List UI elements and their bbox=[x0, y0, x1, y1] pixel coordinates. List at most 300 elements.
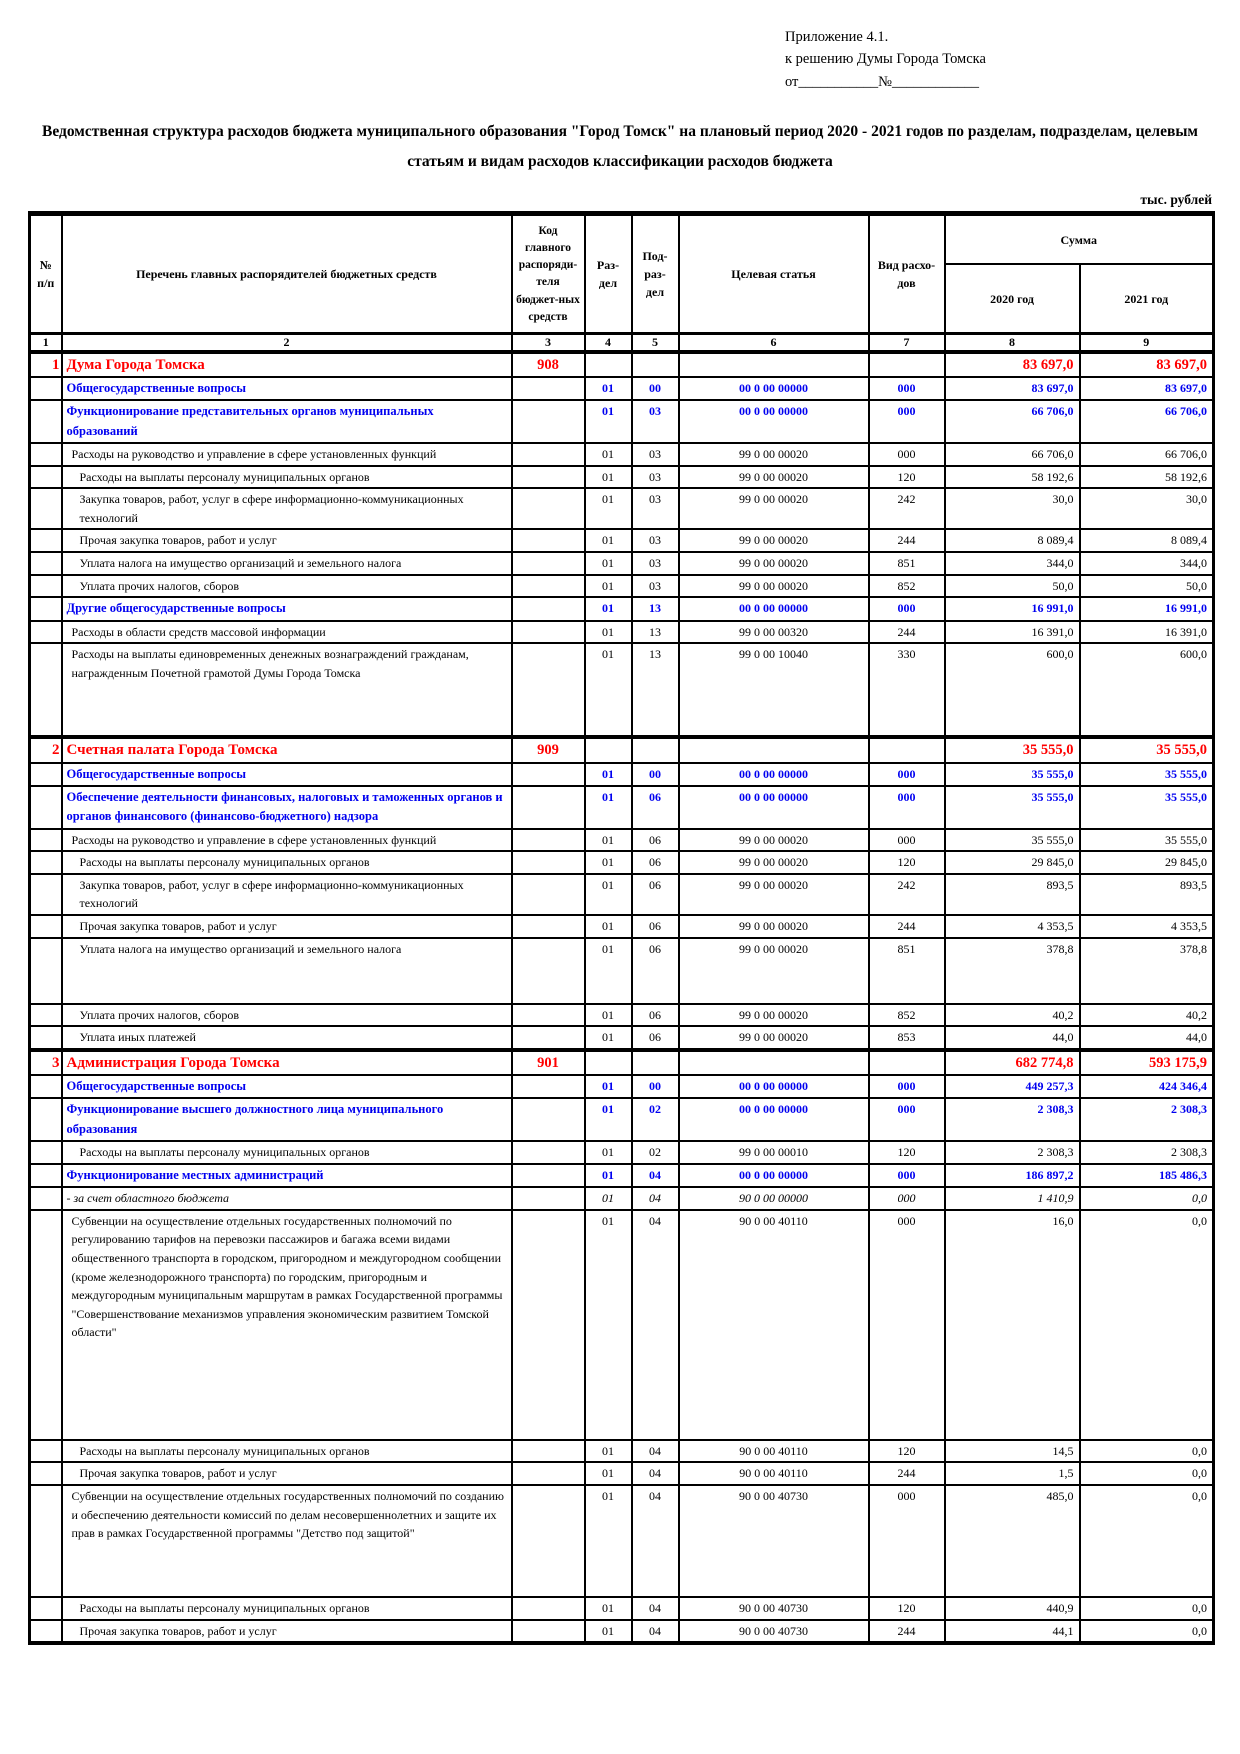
table-row bbox=[30, 786, 1214, 829]
expense-type-cell: 244 bbox=[869, 621, 945, 644]
podrazdel-cell: 03 bbox=[632, 552, 679, 575]
table-row bbox=[30, 1075, 1214, 1098]
expense-name-cell: Прочая закупка товаров, работ и услуг bbox=[62, 915, 512, 938]
expense-type-cell: 242 bbox=[869, 874, 945, 915]
podrazdel-cell: 06 bbox=[632, 1026, 679, 1050]
sum-2020-cell: 449 257,3 bbox=[945, 1075, 1080, 1098]
table-row bbox=[30, 829, 1214, 852]
razdel-cell: 01 bbox=[585, 621, 632, 644]
target-article-cell: 00 0 00 00000 bbox=[679, 1075, 869, 1098]
grbs-code-cell bbox=[512, 1098, 585, 1141]
target-article-cell: 99 0 00 00020 bbox=[679, 552, 869, 575]
row-number-cell: 3 bbox=[30, 1050, 62, 1075]
col-header-name: Перечень главных распорядителей бюджетных средств bbox=[62, 214, 512, 334]
col-header-code: Код главного распоряди-теля бюджет-ных средств bbox=[512, 214, 585, 334]
sum-2020-cell: 83 697,0 bbox=[945, 377, 1080, 400]
sum-2020-cell: 344,0 bbox=[945, 552, 1080, 575]
row-number-cell: 1 bbox=[30, 352, 62, 377]
razdel-cell: 01 bbox=[585, 552, 632, 575]
expense-name-cell: Функционирование местных администраций bbox=[62, 1164, 512, 1187]
table-row bbox=[30, 1050, 1214, 1075]
sum-2020-cell: 44,0 bbox=[945, 1026, 1080, 1050]
podrazdel-cell: 04 bbox=[632, 1597, 679, 1620]
expense-name-cell: Расходы на выплаты персоналу муниципальных органов bbox=[62, 1440, 512, 1463]
podrazdel-cell: 02 bbox=[632, 1141, 679, 1164]
row-number-cell bbox=[30, 1210, 62, 1440]
grbs-code-cell bbox=[512, 1187, 585, 1210]
expense-name-cell: Уплата налога на имущество организаций и земельного налога bbox=[62, 552, 512, 575]
sum-2021-cell: 35 555,0 bbox=[1080, 737, 1214, 762]
expense-name-cell: Субвенции на осуществление отдельных государственных полномочий по созданию и обеспечению деятельности комиссий по делам несовершеннолетних и защите их прав в рамках Государственной программы "Детство под защитой" bbox=[62, 1485, 512, 1597]
sum-2021-cell: 44,0 bbox=[1080, 1026, 1214, 1050]
target-article-cell: 99 0 00 00020 bbox=[679, 529, 869, 552]
podrazdel-cell: 03 bbox=[632, 575, 679, 598]
razdel-cell: 01 bbox=[585, 829, 632, 852]
expense-name-cell: Расходы в области средств массовой информации bbox=[62, 621, 512, 644]
grbs-code-cell bbox=[512, 443, 585, 466]
colnum-6: 6 bbox=[679, 334, 869, 352]
sum-2021-cell: 83 697,0 bbox=[1080, 352, 1214, 377]
expense-name-cell: Закупка товаров, работ, услуг в сфере информационно-коммуникационных технологий bbox=[62, 488, 512, 529]
sum-2021-cell: 2 308,3 bbox=[1080, 1141, 1214, 1164]
razdel-cell: 01 bbox=[585, 400, 632, 443]
grbs-code-cell bbox=[512, 643, 585, 737]
razdel-cell: 01 bbox=[585, 1141, 632, 1164]
table-row bbox=[30, 1620, 1214, 1644]
sum-2020-cell: 2 308,3 bbox=[945, 1141, 1080, 1164]
expense-type-cell: 000 bbox=[869, 1485, 945, 1597]
razdel-cell bbox=[585, 737, 632, 762]
target-article-cell: 00 0 00 00000 bbox=[679, 786, 869, 829]
table-row bbox=[30, 1141, 1214, 1164]
row-number-cell bbox=[30, 377, 62, 400]
target-article-cell: 99 0 00 00020 bbox=[679, 915, 869, 938]
podrazdel-cell: 06 bbox=[632, 786, 679, 829]
razdel-cell: 01 bbox=[585, 1004, 632, 1027]
expense-type-cell: 000 bbox=[869, 400, 945, 443]
table-row bbox=[30, 1440, 1214, 1463]
target-article-cell: 99 0 00 00320 bbox=[679, 621, 869, 644]
sum-2021-cell: 40,2 bbox=[1080, 1004, 1214, 1027]
expense-type-cell: 851 bbox=[869, 938, 945, 1004]
sum-2021-cell: 0,0 bbox=[1080, 1210, 1214, 1440]
grbs-code-cell bbox=[512, 1440, 585, 1463]
table-row bbox=[30, 938, 1214, 1004]
sum-2021-cell: 424 346,4 bbox=[1080, 1075, 1214, 1098]
sum-2020-cell: 8 089,4 bbox=[945, 529, 1080, 552]
grbs-code-cell bbox=[512, 915, 585, 938]
grbs-code-cell bbox=[512, 466, 585, 489]
expense-type-cell: 120 bbox=[869, 1597, 945, 1620]
podrazdel-cell: 00 bbox=[632, 763, 679, 786]
razdel-cell: 01 bbox=[585, 1485, 632, 1597]
target-article-cell bbox=[679, 737, 869, 762]
sum-2021-cell: 16 391,0 bbox=[1080, 621, 1214, 644]
table-row bbox=[30, 466, 1214, 489]
expense-type-cell bbox=[869, 737, 945, 762]
row-number-cell bbox=[30, 466, 62, 489]
col-header-2020: 2020 год bbox=[945, 264, 1080, 334]
table-row bbox=[30, 488, 1214, 529]
razdel-cell: 01 bbox=[585, 938, 632, 1004]
target-article-cell: 90 0 00 40730 bbox=[679, 1485, 869, 1597]
row-number-cell bbox=[30, 786, 62, 829]
sum-2021-cell: 66 706,0 bbox=[1080, 400, 1214, 443]
sum-2021-cell: 58 192,6 bbox=[1080, 466, 1214, 489]
grbs-code-cell bbox=[512, 1075, 585, 1098]
row-number-cell bbox=[30, 1004, 62, 1027]
grbs-code-cell bbox=[512, 938, 585, 1004]
table-row bbox=[30, 851, 1214, 874]
table-row bbox=[30, 621, 1214, 644]
razdel-cell: 01 bbox=[585, 575, 632, 598]
grbs-code-cell bbox=[512, 1141, 585, 1164]
table-row bbox=[30, 443, 1214, 466]
target-article-cell: 99 0 00 10040 bbox=[679, 643, 869, 737]
sum-2020-cell: 16 391,0 bbox=[945, 621, 1080, 644]
sum-2021-cell: 29 845,0 bbox=[1080, 851, 1214, 874]
target-article-cell: 00 0 00 00000 bbox=[679, 377, 869, 400]
sum-2021-cell: 0,0 bbox=[1080, 1597, 1214, 1620]
expense-type-cell: 244 bbox=[869, 1620, 945, 1644]
podrazdel-cell: 13 bbox=[632, 597, 679, 620]
target-article-cell: 00 0 00 00000 bbox=[679, 1164, 869, 1187]
sum-2020-cell: 2 308,3 bbox=[945, 1098, 1080, 1141]
grbs-code-cell bbox=[512, 1004, 585, 1027]
razdel-cell: 01 bbox=[585, 488, 632, 529]
expense-type-cell: 000 bbox=[869, 1075, 945, 1098]
appendix-line-1: Приложение 4.1. bbox=[785, 29, 889, 45]
podrazdel-cell: 06 bbox=[632, 915, 679, 938]
expense-type-cell: 120 bbox=[869, 1141, 945, 1164]
expense-type-cell bbox=[869, 352, 945, 377]
table-row bbox=[30, 915, 1214, 938]
table-row bbox=[30, 377, 1214, 400]
target-article-cell: 00 0 00 00000 bbox=[679, 763, 869, 786]
col-header-num: № п/п bbox=[30, 214, 62, 334]
sum-2021-cell: 893,5 bbox=[1080, 874, 1214, 915]
razdel-cell bbox=[585, 1050, 632, 1075]
podrazdel-cell: 04 bbox=[632, 1187, 679, 1210]
target-article-cell: 90 0 00 40110 bbox=[679, 1462, 869, 1485]
row-number-cell bbox=[30, 1164, 62, 1187]
sum-2020-cell: 83 697,0 bbox=[945, 352, 1080, 377]
grbs-code-cell bbox=[512, 1620, 585, 1644]
sum-2020-cell: 35 555,0 bbox=[945, 763, 1080, 786]
units-label: тыс. рублей bbox=[1140, 192, 1212, 208]
podrazdel-cell: 00 bbox=[632, 1075, 679, 1098]
expense-name-cell: Расходы на выплаты персоналу муниципальных органов bbox=[62, 851, 512, 874]
sum-2020-cell: 485,0 bbox=[945, 1485, 1080, 1597]
expense-type-cell: 000 bbox=[869, 763, 945, 786]
row-number-cell bbox=[30, 575, 62, 598]
target-article-cell: 99 0 00 00020 bbox=[679, 938, 869, 1004]
grbs-code-cell bbox=[512, 377, 585, 400]
sum-2021-cell: 30,0 bbox=[1080, 488, 1214, 529]
row-number-cell bbox=[30, 1620, 62, 1644]
razdel-cell: 01 bbox=[585, 1597, 632, 1620]
expense-name-cell: Функционирование представительных органов муниципальных образований bbox=[62, 400, 512, 443]
sum-2020-cell: 44,1 bbox=[945, 1620, 1080, 1644]
row-number-cell bbox=[30, 938, 62, 1004]
row-number-cell bbox=[30, 1440, 62, 1463]
colnum-9: 9 bbox=[1080, 334, 1214, 352]
row-number-cell: 2 bbox=[30, 737, 62, 762]
expense-name-cell: Расходы на руководство и управление в сфере установленных функций bbox=[62, 443, 512, 466]
row-number-cell bbox=[30, 552, 62, 575]
expense-type-cell: 120 bbox=[869, 1440, 945, 1463]
sum-2020-cell: 14,5 bbox=[945, 1440, 1080, 1463]
expense-type-cell: 120 bbox=[869, 851, 945, 874]
sum-2020-cell: 682 774,8 bbox=[945, 1050, 1080, 1075]
col-header-sum: Сумма bbox=[945, 214, 1214, 264]
grbs-code-cell bbox=[512, 400, 585, 443]
grbs-code-cell bbox=[512, 829, 585, 852]
razdel-cell: 01 bbox=[585, 1187, 632, 1210]
grbs-code-cell bbox=[512, 851, 585, 874]
target-article-cell: 99 0 00 00010 bbox=[679, 1141, 869, 1164]
grbs-code-cell bbox=[512, 763, 585, 786]
expense-type-cell: 000 bbox=[869, 1210, 945, 1440]
row-number-cell bbox=[30, 621, 62, 644]
expense-name-cell: Счетная палата Города Томска bbox=[62, 737, 512, 762]
table-row bbox=[30, 597, 1214, 620]
expense-type-cell: 852 bbox=[869, 1004, 945, 1027]
grbs-code-cell bbox=[512, 1597, 585, 1620]
grbs-code-cell: 901 bbox=[512, 1050, 585, 1075]
expense-name-cell: Дума Города Томска bbox=[62, 352, 512, 377]
target-article-cell: 99 0 00 00020 bbox=[679, 1026, 869, 1050]
podrazdel-cell bbox=[632, 1050, 679, 1075]
sum-2021-cell: 83 697,0 bbox=[1080, 377, 1214, 400]
podrazdel-cell: 00 bbox=[632, 377, 679, 400]
podrazdel-cell: 03 bbox=[632, 466, 679, 489]
sum-2020-cell: 35 555,0 bbox=[945, 737, 1080, 762]
sum-2021-cell: 0,0 bbox=[1080, 1485, 1214, 1597]
sum-2021-cell: 8 089,4 bbox=[1080, 529, 1214, 552]
razdel-cell: 01 bbox=[585, 443, 632, 466]
row-number-cell bbox=[30, 1485, 62, 1597]
sum-2021-cell: 0,0 bbox=[1080, 1440, 1214, 1463]
target-article-cell: 00 0 00 00000 bbox=[679, 597, 869, 620]
grbs-code-cell bbox=[512, 552, 585, 575]
table-row bbox=[30, 1004, 1214, 1027]
razdel-cell: 01 bbox=[585, 1440, 632, 1463]
sum-2020-cell: 1,5 bbox=[945, 1462, 1080, 1485]
podrazdel-cell: 04 bbox=[632, 1164, 679, 1187]
target-article-cell: 99 0 00 00020 bbox=[679, 488, 869, 529]
table-row bbox=[30, 552, 1214, 575]
razdel-cell: 01 bbox=[585, 377, 632, 400]
sum-2020-cell: 29 845,0 bbox=[945, 851, 1080, 874]
col-header-target-article: Целевая статья bbox=[679, 214, 869, 334]
row-number-cell bbox=[30, 1075, 62, 1098]
razdel-cell: 01 bbox=[585, 529, 632, 552]
podrazdel-cell: 03 bbox=[632, 400, 679, 443]
grbs-code-cell bbox=[512, 575, 585, 598]
row-number-cell bbox=[30, 597, 62, 620]
podrazdel-cell: 06 bbox=[632, 851, 679, 874]
grbs-code-cell bbox=[512, 1485, 585, 1597]
razdel-cell bbox=[585, 352, 632, 377]
razdel-cell: 01 bbox=[585, 1026, 632, 1050]
table-row bbox=[30, 400, 1214, 443]
razdel-cell: 01 bbox=[585, 874, 632, 915]
expense-name-cell: Расходы на выплаты персоналу муниципальных органов bbox=[62, 1597, 512, 1620]
sum-2020-cell: 16,0 bbox=[945, 1210, 1080, 1440]
podrazdel-cell: 06 bbox=[632, 829, 679, 852]
expense-name-cell: Другие общегосударственные вопросы bbox=[62, 597, 512, 620]
table-header-row bbox=[30, 214, 1214, 264]
razdel-cell: 01 bbox=[585, 597, 632, 620]
grbs-code-cell bbox=[512, 529, 585, 552]
grbs-code-cell bbox=[512, 1462, 585, 1485]
expense-type-cell: 330 bbox=[869, 643, 945, 737]
sum-2021-cell: 185 486,3 bbox=[1080, 1164, 1214, 1187]
row-number-cell bbox=[30, 915, 62, 938]
sum-2021-cell: 35 555,0 bbox=[1080, 763, 1214, 786]
podrazdel-cell: 03 bbox=[632, 529, 679, 552]
sum-2021-cell: 66 706,0 bbox=[1080, 443, 1214, 466]
expense-name-cell: Администрация Города Томска bbox=[62, 1050, 512, 1075]
row-number-cell bbox=[30, 1462, 62, 1485]
expense-name-cell: Общегосударственные вопросы bbox=[62, 377, 512, 400]
table-row bbox=[30, 1597, 1214, 1620]
razdel-cell: 01 bbox=[585, 915, 632, 938]
razdel-cell: 01 bbox=[585, 763, 632, 786]
expense-name-cell: Уплата прочих налогов, сборов bbox=[62, 1004, 512, 1027]
expense-type-cell: 244 bbox=[869, 915, 945, 938]
row-number-cell bbox=[30, 1141, 62, 1164]
table-row bbox=[30, 1187, 1214, 1210]
expense-name-cell: Общегосударственные вопросы bbox=[62, 763, 512, 786]
sum-2020-cell: 66 706,0 bbox=[945, 443, 1080, 466]
razdel-cell: 01 bbox=[585, 1075, 632, 1098]
row-number-cell bbox=[30, 1098, 62, 1141]
expense-name-cell: Обеспечение деятельности финансовых, налоговых и таможенных органов и органов финансового (финансово-бюджетного) надзора bbox=[62, 786, 512, 829]
table-row bbox=[30, 737, 1214, 762]
colnum-1: 1 bbox=[30, 334, 62, 352]
sum-2021-cell: 16 991,0 bbox=[1080, 597, 1214, 620]
expense-type-cell: 853 bbox=[869, 1026, 945, 1050]
target-article-cell bbox=[679, 1050, 869, 1075]
row-number-cell bbox=[30, 1187, 62, 1210]
sum-2021-cell: 593 175,9 bbox=[1080, 1050, 1214, 1075]
grbs-code-cell bbox=[512, 597, 585, 620]
table-row bbox=[30, 352, 1214, 377]
expense-type-cell: 000 bbox=[869, 597, 945, 620]
appendix-block bbox=[785, 26, 1212, 93]
expense-type-cell: 852 bbox=[869, 575, 945, 598]
podrazdel-cell: 04 bbox=[632, 1440, 679, 1463]
colnum-5: 5 bbox=[632, 334, 679, 352]
sum-2020-cell: 66 706,0 bbox=[945, 400, 1080, 443]
expense-type-cell: 851 bbox=[869, 552, 945, 575]
podrazdel-cell: 04 bbox=[632, 1620, 679, 1644]
target-article-cell: 99 0 00 00020 bbox=[679, 829, 869, 852]
expense-name-cell: Уплата иных платежей bbox=[62, 1026, 512, 1050]
expense-type-cell: 000 bbox=[869, 1187, 945, 1210]
expense-name-cell: Расходы на выплаты персоналу муниципальных органов bbox=[62, 1141, 512, 1164]
sum-2021-cell: 344,0 bbox=[1080, 552, 1214, 575]
table-row bbox=[30, 1098, 1214, 1141]
page-title: Ведомственная структура расходов бюджета муниципального образования "Город Томск" на плановый период 2020 - 2021 годов по разделам, подразделам, целевым статьям и видам расходов классификации расходов бюджета bbox=[42, 123, 1198, 170]
razdel-cell: 01 bbox=[585, 1462, 632, 1485]
target-article-cell: 99 0 00 00020 bbox=[679, 874, 869, 915]
table-row bbox=[30, 575, 1214, 598]
target-article-cell: 90 0 00 40730 bbox=[679, 1620, 869, 1644]
expense-type-cell: 244 bbox=[869, 529, 945, 552]
colnum-2: 2 bbox=[62, 334, 512, 352]
sum-2021-cell: 0,0 bbox=[1080, 1462, 1214, 1485]
sum-2020-cell: 186 897,2 bbox=[945, 1164, 1080, 1187]
sum-2021-cell: 0,0 bbox=[1080, 1620, 1214, 1644]
sum-2020-cell: 893,5 bbox=[945, 874, 1080, 915]
row-number-cell bbox=[30, 443, 62, 466]
razdel-cell: 01 bbox=[585, 466, 632, 489]
sum-2020-cell: 40,2 bbox=[945, 1004, 1080, 1027]
expense-name-cell: Уплата налога на имущество организаций и земельного налога bbox=[62, 938, 512, 1004]
grbs-code-cell bbox=[512, 786, 585, 829]
grbs-code-cell bbox=[512, 1210, 585, 1440]
target-article-cell: 90 0 00 40110 bbox=[679, 1210, 869, 1440]
expense-type-cell bbox=[869, 1050, 945, 1075]
sum-2020-cell: 4 353,5 bbox=[945, 915, 1080, 938]
target-article-cell: 00 0 00 00000 bbox=[679, 1098, 869, 1141]
sum-2021-cell: 50,0 bbox=[1080, 575, 1214, 598]
expense-name-cell: Субвенции на осуществление отдельных государственных полномочий по регулированию тарифов на перевозки пассажиров и багажа всеми видами общественного транспорта в городском, пригородном и междугородном сообщении (кроме железнодорожного транспорта) по городским, пригородным и междугородным муниципальным маршрутам в рамках Государственной программы "Совершенствование механизмов управления экономическим развитием Томской области" bbox=[62, 1210, 512, 1440]
razdel-cell: 01 bbox=[585, 643, 632, 737]
target-article-cell: 99 0 00 00020 bbox=[679, 851, 869, 874]
expense-type-cell: 242 bbox=[869, 488, 945, 529]
row-number-cell bbox=[30, 529, 62, 552]
expense-name-cell: Уплата прочих налогов, сборов bbox=[62, 575, 512, 598]
table-row bbox=[30, 643, 1214, 737]
row-number-cell bbox=[30, 763, 62, 786]
sum-2021-cell: 4 353,5 bbox=[1080, 915, 1214, 938]
expense-name-cell: Прочая закупка товаров, работ и услуг bbox=[62, 529, 512, 552]
podrazdel-cell: 03 bbox=[632, 488, 679, 529]
row-number-cell bbox=[30, 1597, 62, 1620]
row-number-cell bbox=[30, 1026, 62, 1050]
row-number-cell bbox=[30, 829, 62, 852]
expense-name-cell: Расходы на руководство и управление в сфере установленных функций bbox=[62, 829, 512, 852]
razdel-cell: 01 bbox=[585, 1210, 632, 1440]
table-row bbox=[30, 529, 1214, 552]
expense-type-cell: 000 bbox=[869, 786, 945, 829]
razdel-cell: 01 bbox=[585, 1164, 632, 1187]
target-article-cell: 90 0 00 00000 bbox=[679, 1187, 869, 1210]
row-number-cell bbox=[30, 874, 62, 915]
podrazdel-cell: 06 bbox=[632, 938, 679, 1004]
expense-name-cell: Общегосударственные вопросы bbox=[62, 1075, 512, 1098]
row-number-cell bbox=[30, 488, 62, 529]
sum-2020-cell: 35 555,0 bbox=[945, 786, 1080, 829]
row-number-cell bbox=[30, 643, 62, 737]
table-row bbox=[30, 1026, 1214, 1050]
sum-2020-cell: 30,0 bbox=[945, 488, 1080, 529]
target-article-cell bbox=[679, 352, 869, 377]
col-header-expense-type: Вид расхо-дов bbox=[869, 214, 945, 334]
expense-name-cell: Функционирование высшего должностного лица муниципального образования bbox=[62, 1098, 512, 1141]
table-row bbox=[30, 1210, 1214, 1440]
sum-2021-cell: 35 555,0 bbox=[1080, 829, 1214, 852]
colnum-7: 7 bbox=[869, 334, 945, 352]
expense-type-cell: 000 bbox=[869, 1098, 945, 1141]
grbs-code-cell bbox=[512, 874, 585, 915]
colnum-3: 3 bbox=[512, 334, 585, 352]
table-row bbox=[30, 1485, 1214, 1597]
